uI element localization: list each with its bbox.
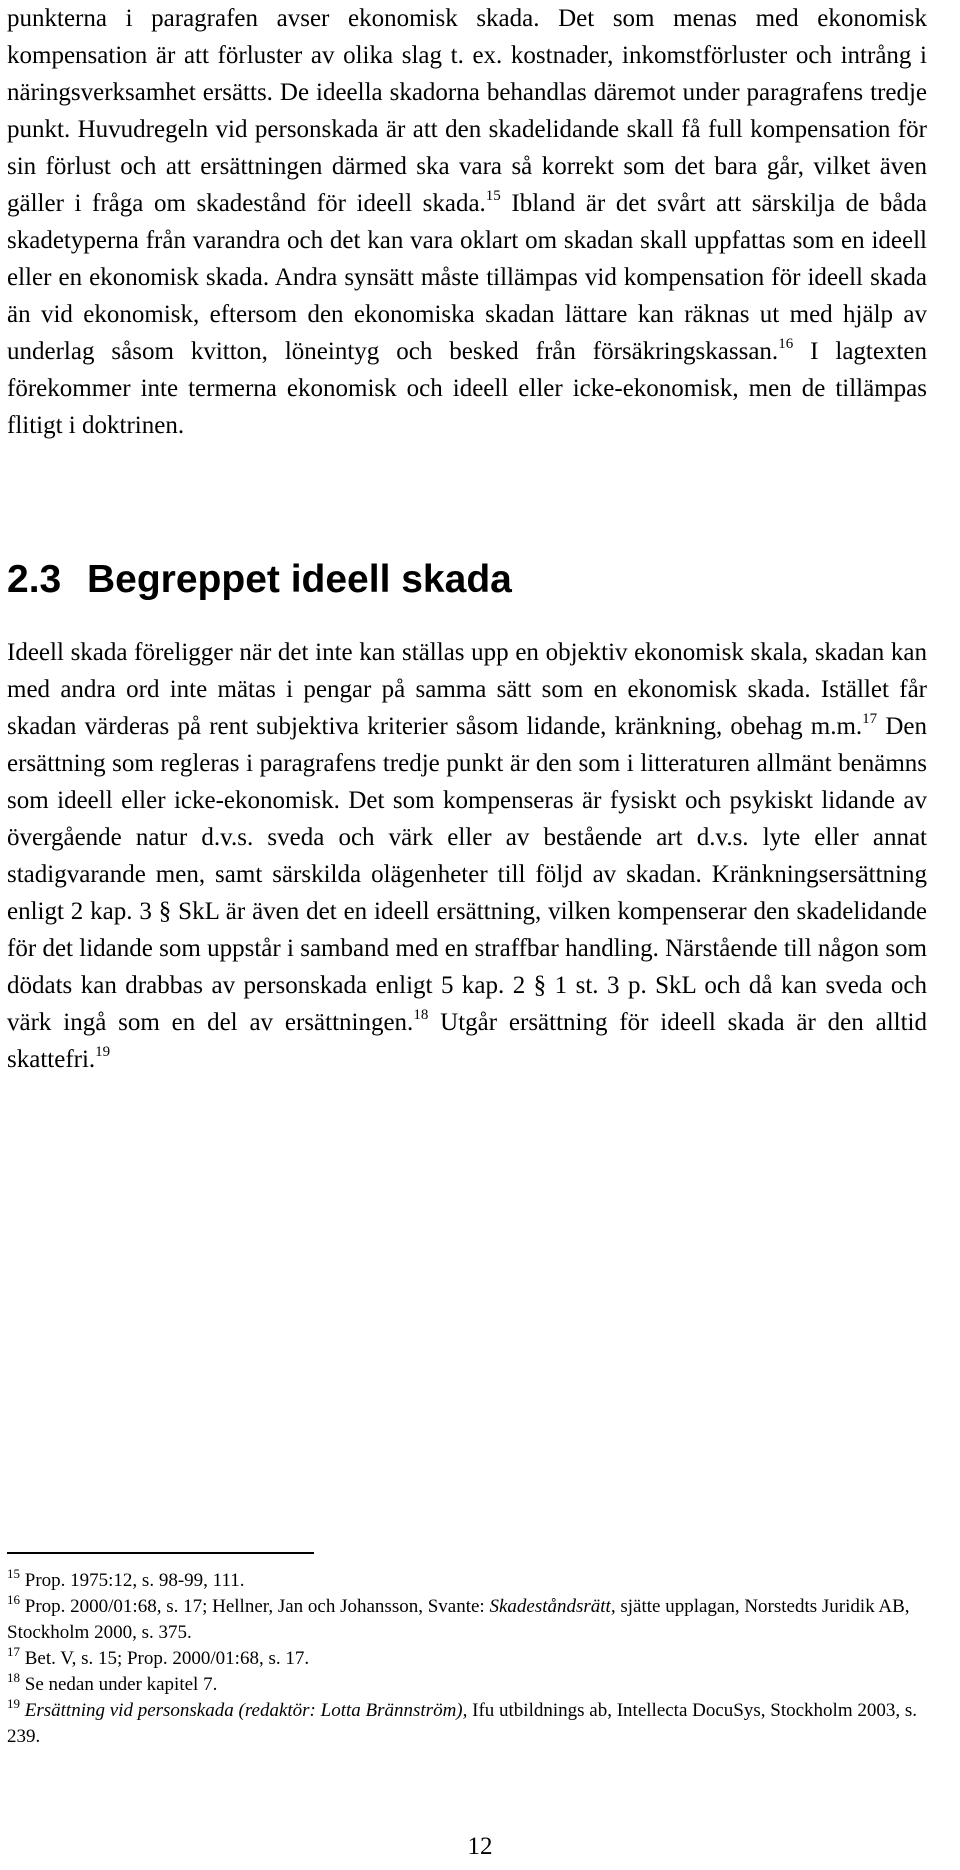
section-title: Begreppet ideell skada bbox=[87, 558, 512, 601]
body-paragraph-1 bbox=[7, 0, 927, 444]
paragraph-text: Ideell skada föreligger när det inte kan ställas upp en objektiv ekonomisk skala, skadan kan med andra ord inte mätas i pengar på samma sätt som en ekonomisk skada. Istället får skadan värderas på rent subjektiva kriterier såsom lidande, kränkning, obehag m.m. bbox=[7, 639, 927, 740]
footnote-number: 17 bbox=[7, 1644, 20, 1659]
section-heading bbox=[7, 556, 512, 604]
footnote-text: sjätte upplagan, Norstedts Juridik AB, Stockholm 2000, s. 375. bbox=[7, 1596, 910, 1643]
paragraph-text: Ibland är det svårt att särskilja de båda skadetyperna från varandra och det kan vara oklart om skadan skall uppfattas som en ideell eller en ekonomisk skada. Andra synsätt måste tillämpas vid kompensation för ideell skada än vid ekonomisk, eftersom den ekonomiska skadan lättare kan räknas ut med hjälp av underlag såsom kvitton, löneintyg och besked från försäkringskassan. bbox=[7, 190, 927, 365]
footnote-text: Bet. V, s. 15; Prop. 2000/01:68, s. 17. bbox=[20, 1648, 310, 1669]
paragraph-text: Den ersättning som regleras i paragrafens tredje punkt är den som i litteraturen allmänt benämns som ideell eller icke-ekonomisk. Det som kompenseras är fysiskt och psykiskt lidande av övergående natur d.v.s. sveda och värk eller av bestående art d.v.s. lyte eller annat stadigvarande men, samt särskilda olägenheter till följd av skadan. Kränkningsersättning enligt 2 kap. 3 § SkL är även det en ideell ersättning, vilken kompenserar den skadelidande för det lidande som uppstår i samband med en straffbar handling. Närstående till någon som dödats kan drabbas av personskada enligt 5 kap. 2 § 1 st. 3 p. SkL och då kan sveda och värk ingå som en del av ersättningen. bbox=[7, 713, 927, 1036]
footnote-ref-18[interactable]: 18 bbox=[413, 1007, 429, 1023]
footnote-ref-16[interactable]: 16 bbox=[778, 336, 794, 352]
paragraph-text: Utgår ersättning för ideell skada är den alltid skattefri. bbox=[7, 1009, 927, 1073]
footnote-17 bbox=[7, 1646, 927, 1672]
page-number: 12 bbox=[467, 1833, 493, 1860]
footnote-number: 16 bbox=[7, 1592, 20, 1607]
footnote-ref-17[interactable]: 17 bbox=[862, 711, 878, 727]
footnote-separator bbox=[7, 1552, 314, 1554]
body-paragraph-2 bbox=[7, 634, 927, 1078]
footnote-book-title: Ersättning vid personskada (redaktör: Lotta Brännström), bbox=[24, 1700, 468, 1721]
footnote-text: Ifu utbildnings ab, Intellecta DocuSys, Stockholm 2003, s. 239. bbox=[7, 1700, 917, 1747]
paragraph-text: I lagtexten förekommer inte termerna ekonomisk och ideell eller icke-ekonomisk, men de tillämpas flitigt i doktrinen. bbox=[7, 338, 928, 439]
footnote-15 bbox=[7, 1568, 927, 1594]
footnote-18 bbox=[7, 1672, 927, 1698]
footnote-number: 19 bbox=[7, 1696, 20, 1711]
footnote-ref-15[interactable]: 15 bbox=[485, 188, 501, 204]
paragraph-text: punkterna i paragrafen avser ekonomisk skada. Det som menas med ekonomisk kompensation är att förluster av olika slag t. ex. kostnader, inkomstförluster och intrång i näringsverksamhet ersätts. De ideella skadorna behandlas däremot under paragrafens tredje punkt. Huvudregeln vid personskada är att den skadelidande skall få full kompensation för sin förlust och att ersättningen därmed ska vara så korrekt som det bara går, vilket även gäller i fråga om skadestånd för ideell skada. bbox=[7, 5, 927, 217]
footnote-19 bbox=[7, 1698, 927, 1750]
footnote-text: Prop. 2000/01:68, s. 17; Hellner, Jan och Johansson, Svante: bbox=[20, 1596, 490, 1617]
footnote-text: Prop. 1975:12, s. 98-99, 111. bbox=[20, 1570, 245, 1591]
footnote-number: 18 bbox=[7, 1670, 20, 1685]
footnote-text: Se nedan under kapitel 7. bbox=[20, 1674, 218, 1695]
footnote-number: 15 bbox=[7, 1566, 20, 1581]
footnote-ref-19[interactable]: 19 bbox=[95, 1044, 111, 1060]
footnotes bbox=[7, 1568, 927, 1750]
footnote-16 bbox=[7, 1594, 927, 1646]
section-number: 2.3 bbox=[7, 558, 62, 601]
footnote-book-title: Skadeståndsrätt, bbox=[489, 1596, 616, 1617]
